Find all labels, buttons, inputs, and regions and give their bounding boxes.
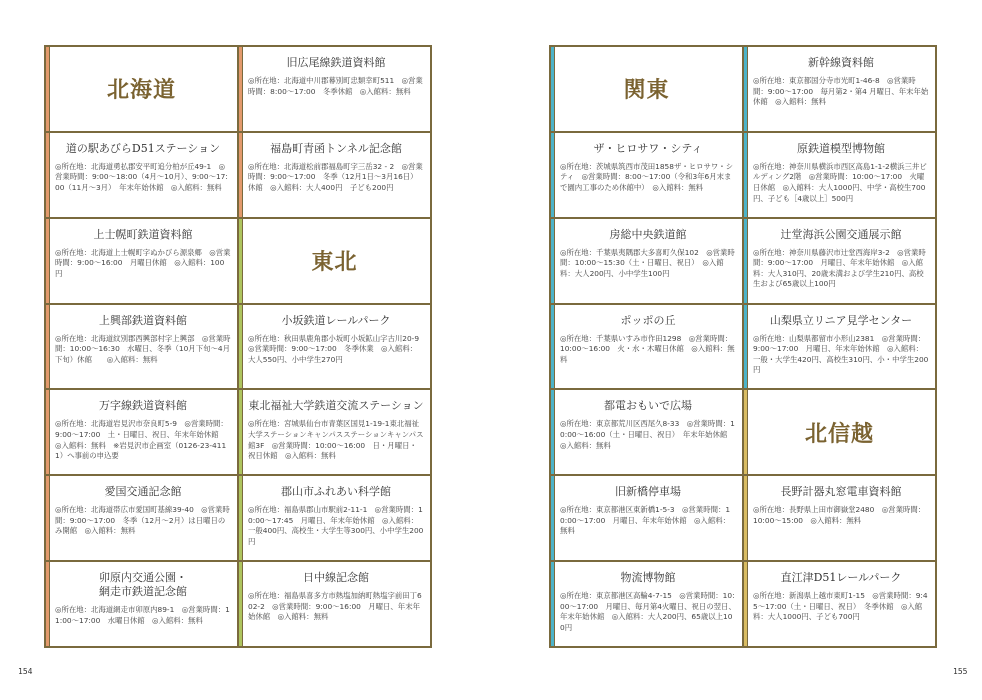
- museum-name: 新幹線資料館: [808, 56, 874, 69]
- museum-name: ポッポの丘: [620, 313, 676, 327]
- museum-info: ◎所在地：北海道上士幌町字ぬかびら源泉郷 ◎営業時間：9:00〜16:00 月曜日休館 ◎入館料：100円: [55, 247, 231, 278]
- museum-entry: [45, 389, 238, 475]
- museum-entry: [550, 218, 743, 304]
- museum-name: ザ・ヒロサワ・シティ: [593, 141, 703, 155]
- museum-name: 長野計器丸窓電車資料館: [780, 485, 902, 499]
- museum-entry: [743, 561, 936, 647]
- museum-info: ◎所在地：北海道紋別郡西興部村字上興部 ◎営業時間：10:00〜16:30 水曜日、冬季（10月下旬〜4月下旬）休館 ◎入館料：無料: [55, 333, 231, 364]
- museum-entry: [743, 132, 936, 218]
- museum-entry: [238, 46, 431, 132]
- museum-name: 辻堂海浜公園交通展示館: [780, 227, 902, 241]
- region-title: 北海道: [106, 78, 176, 104]
- museum-info: ◎所在地：福島県喜多方市熱塩加納町熱塩字前田丁602-2 ◎営業時間：9:00〜16:00 月曜日、年末年始休館 ◎入館料：無料: [248, 591, 422, 622]
- museum-name: 直江津D51レールパーク: [780, 571, 902, 585]
- museum-entry: [743, 475, 936, 561]
- region-header-tohoku: [238, 218, 431, 304]
- museum-name: 卯原内交通公園・ 網走市鉄道記念館: [99, 571, 187, 599]
- museum-info: ◎所在地：北海道岩見沢市奈良町5-9 ◎営業時間：9:00〜17:00 土・日曜日、祝日、年末年始休館 ◎入館料：無料 ※岩見沢市企画室（0126-23-4111）へ事前の申込要: [55, 419, 228, 461]
- museum-info: ◎所在地：北海道網走市卯原内89-1 ◎営業時間：11:00〜17:00 水曜日休館 ◎入館料：無料: [55, 605, 230, 625]
- museum-info: ◎所在地：神奈川県横浜市西区高島1-1-2横浜三井ビルディング2階 ◎営業時間：10:00〜17:00 火曜日休館 ◎入館料：大人1000円、中学・高校生700円、子ども［4歳以上］500円: [753, 161, 927, 203]
- page-number-right: 155: [953, 667, 968, 676]
- museum-info: ◎所在地：秋田県鹿角郡小坂町小坂鉱山字古川20-9 ◎営業時間：9:00〜17:00 冬季休業 ◎入館料：大人550円、小中学生270円: [248, 333, 427, 364]
- museum-entry: [743, 304, 936, 390]
- museum-name: 上士幌町鉄道資料館: [93, 227, 193, 241]
- region-title: 関東: [623, 78, 670, 104]
- region-header-hokkaido: [45, 46, 238, 132]
- museum-entry: [238, 561, 431, 647]
- museum-entry: [238, 475, 431, 561]
- museum-info: ◎所在地：茨城県筑西市茂田1858ザ・ヒロサワ・シティ ◎営業時間：8:00〜17:00（令和3年6月末まで園内工事のため休館中） ◎入館料：無料: [560, 161, 734, 193]
- museum-entry: [550, 389, 743, 475]
- museum-info: ◎所在地：宮城県仙台市青葉区国見1-19-1東北福祉大学ステーションキャンパスステーションキャンパス館3F ◎営業時間：10:00〜16:00 日・月曜日・祝日休館 ◎入館料：無料: [248, 419, 424, 461]
- museum-info: ◎所在地：北海道松前郡福島町字三岳32 - 2 ◎営業時間：9:00〜17:00 冬季（12月1日〜3月16日）休館 ◎入館料：大人400円 子ども200円: [248, 161, 423, 193]
- museum-entry: [550, 304, 743, 390]
- museum-entry: [238, 132, 431, 218]
- right-page-grid: [549, 45, 937, 648]
- museum-name: 小坂鉄道レールパーク: [281, 313, 391, 327]
- museum-entry: [45, 475, 238, 561]
- museum-entry: [45, 132, 238, 218]
- museum-name: 都電おもいで広場: [604, 399, 692, 413]
- museum-info: ◎所在地：東京都港区東新橋1-5-3 ◎営業時間：10:00〜17:00 月曜日、年末年始休館 ◎入館料：無料: [560, 505, 731, 536]
- museum-name: 旧広尾線鉄道資料館: [286, 56, 386, 69]
- museum-name: 原鉄道模型博物館: [797, 141, 885, 155]
- museum-name: 道の駅あびらD51ステーション: [65, 141, 221, 155]
- museum-entry: [45, 561, 238, 647]
- museum-name: 房総中央鉄道館: [609, 227, 687, 241]
- museum-info: ◎所在地：新潟県上越市東町1-15 ◎営業時間：9:45〜17:00（土・日曜日、祝日） 冬季休館 ◎入館料：大人1000円、子ども700円: [753, 591, 928, 622]
- museum-info: ◎所在地：山梨県都留市小形山2381 ◎営業時間：9:00〜17:00 月曜日、年末年始休館 ◎入館料：一般・大学生420円、高校生310円、小・中学生200円: [753, 333, 929, 375]
- museum-info: ◎所在地：東京都荒川区西尾久8-33 ◎営業時間：10:00〜16:00（土・日曜日、祝日） 年末年始休館 ◎入館料：無料: [560, 419, 735, 450]
- museum-name: 東北福祉大学鉄道交流ステーション: [248, 399, 424, 413]
- page-number-left: 154: [18, 667, 33, 676]
- museum-name: 山梨県立リニア見学センター: [769, 313, 913, 327]
- museum-entry: [743, 218, 936, 304]
- museum-info: ◎所在地：長野県上田市御嶽堂2480 ◎営業時間：10:00〜15:00 ◎入館料：無料: [753, 505, 926, 525]
- museum-name: 上興部鉄道資料館: [99, 313, 187, 327]
- museum-entry: [45, 304, 238, 390]
- museum-name: 愛国交通記念館: [104, 485, 182, 499]
- museum-name: 旧新橋停車場: [615, 485, 681, 499]
- region-header-hokushinetsu: [743, 389, 936, 475]
- museum-entry: [238, 389, 431, 475]
- museum-info: ◎所在地：東京都港区高輪4-7-15 ◎営業時間：10:00〜17:00 月曜日、毎月第4火曜日、祝日の翌日、年末年始休館 ◎入館料：大人200円、65歳以上100円: [560, 591, 736, 632]
- museum-info: ◎所在地：東京都国分寺市光町1-46-8 ◎営業時間：9:00〜17:00 毎月第2・第4 月曜日、年末年始休館 ◎入館料：無料: [753, 76, 929, 107]
- museum-entry: [550, 132, 743, 218]
- museum-info: ◎所在地：千葉県夷隅郡大多喜町久保102 ◎営業時間：10:00〜15:30（土・日曜日、祝日） ◎入館料：大人200円、小中学生100円: [560, 247, 735, 278]
- museum-name: 福島町青函トンネル記念館: [270, 141, 402, 155]
- left-page-grid: [44, 45, 432, 648]
- region-header-kanto: [550, 46, 743, 132]
- museum-info: ◎所在地：福島県郡山市駅前2-11-1 ◎営業時間：10:00〜17:45 月曜日、年末年始休館 ◎入館料：一般400円、高校生・大学生等300円、小中学生200円: [248, 505, 424, 547]
- museum-info: ◎所在地：北海道中川郡幕別町忠類幸町511 ◎営業時間：8:00〜17:00 冬季休館 ◎入館料：無料: [248, 76, 423, 96]
- museum-info: ◎所在地：神奈川県藤沢市辻堂西海岸3-2 ◎営業時間：9:00〜17:00 月曜日、年末年始休館 ◎入館料：大人310円、20歳未満および学生210円、高校生および65歳以上100円: [753, 247, 926, 289]
- museum-entry: [550, 475, 743, 561]
- museum-entry: [238, 304, 431, 390]
- museum-entry: [45, 218, 238, 304]
- museum-info: ◎所在地：千葉県いすみ市作田1298 ◎営業時間：10:00〜16:00 火・水・木曜日休館 ◎入館料：無料: [560, 333, 735, 364]
- museum-name: 万字線鉄道資料館: [99, 399, 187, 413]
- museum-entry: [743, 46, 936, 132]
- museum-info: ◎所在地：北海道帯広市愛国町基線39-40 ◎営業時間：9:00〜17:00 冬季（12月〜2月）は日曜日のみ開館 ◎入館料：無料: [55, 505, 230, 536]
- region-title: 東北: [311, 250, 358, 276]
- museum-entry: [550, 561, 743, 647]
- museum-name: 郡山市ふれあい科学館: [281, 485, 391, 499]
- museum-name: 物流博物館: [620, 571, 676, 585]
- museum-info: ◎所在地：北海道勇払郡安平町追分柏が丘49-1 ◎営業時間：9:00〜18:00（4月〜10月）、9:00〜17:00（11月〜3月） 年末年始休館 ◎入館料：無料: [55, 161, 228, 193]
- museum-name: 日中線記念館: [303, 571, 369, 585]
- region-title: 北信越: [804, 421, 874, 447]
